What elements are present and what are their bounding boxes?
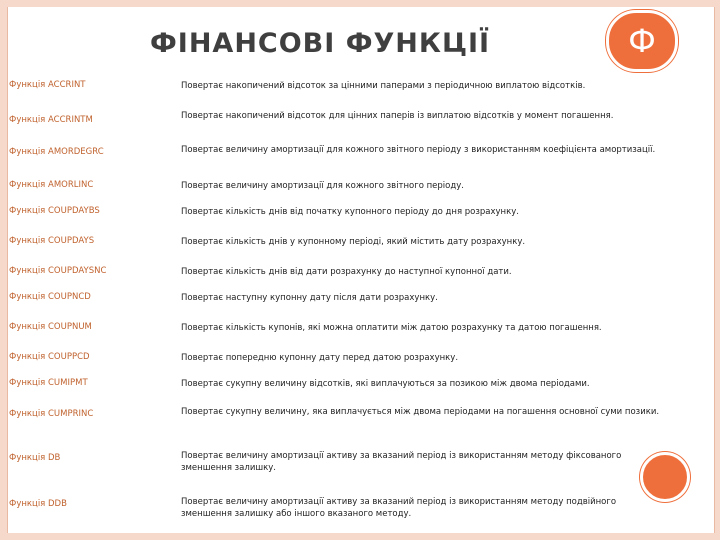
function-name: Функція DB	[9, 453, 61, 463]
function-description: Повертає величину амортизації для кожного звітного періоду.	[181, 181, 464, 191]
function-name: Функція COUPNUM	[9, 322, 92, 332]
function-name: Функція ACCRINTM	[9, 115, 93, 125]
function-description: Повертає попередню купонну дату перед датою розрахунку.	[181, 353, 459, 363]
decorative-circle	[640, 452, 690, 502]
function-name: Функція COUPDAYBS	[9, 206, 100, 216]
function-description: Повертає кількість днів від дати розрахунку до наступної купонної дати.	[181, 267, 512, 277]
function-description: Повертає величину амортизації для кожного звітного періоду з використанням коефіцієнта амортизації.	[181, 145, 656, 155]
function-name: Функція COUPDAYS	[9, 236, 95, 246]
function-description: Повертає кількість днів від початку купонного періоду до дня розрахунку.	[181, 207, 519, 217]
function-description: Повертає величину амортизації активу за вказаний період із використанням методу фіксованого зменшення залишку.	[181, 451, 622, 473]
slide-title: ФІНАНСОВІ ФУНКЦІЇ	[150, 28, 491, 59]
function-name: Функція CUMPRINC	[9, 409, 94, 419]
function-description: Повертає наступну купонну дату після дати розрахунку.	[181, 293, 438, 303]
letter-badge: Ф	[606, 10, 678, 72]
function-description: Повертає сукупну величину, яка виплачується між двома періодами на погашення основної суми позики.	[181, 407, 660, 417]
function-name: Функція CUMIPMT	[9, 378, 88, 388]
function-name: Функція COUPDAYSNC	[9, 266, 107, 276]
function-description: Повертає величину амортизації активу за вказаний період із використанням методу подвійного зменшення залишку або іншого вказаного методу.	[181, 497, 617, 519]
function-name: Функція COUPPCD	[9, 352, 90, 362]
function-name: Функція COUPNCD	[9, 292, 91, 302]
function-description: Повертає накопичений відсоток за цінними паперами з періодичною виплатою відсотків.	[181, 81, 586, 91]
function-description: Повертає накопичений відсоток для цінних паперів із виплатою відсотків у момент погашення.	[181, 111, 614, 121]
function-description: Повертає сукупну величину відсотків, які виплачуються за позикою між двома періодами.	[181, 379, 590, 389]
function-description: Повертає кількість днів у купонному періоді, який містить дату розрахунку.	[181, 237, 526, 247]
function-name: Функція AMORLINC	[9, 180, 94, 190]
function-name: Функція AMORDEGRC	[9, 147, 104, 157]
function-name: Функція ACCRINT	[9, 80, 86, 90]
function-description: Повертає кількість купонів, які можна оплатити між датою розрахунку та датою погашення.	[181, 323, 602, 333]
function-name: Функція DDB	[9, 499, 67, 509]
